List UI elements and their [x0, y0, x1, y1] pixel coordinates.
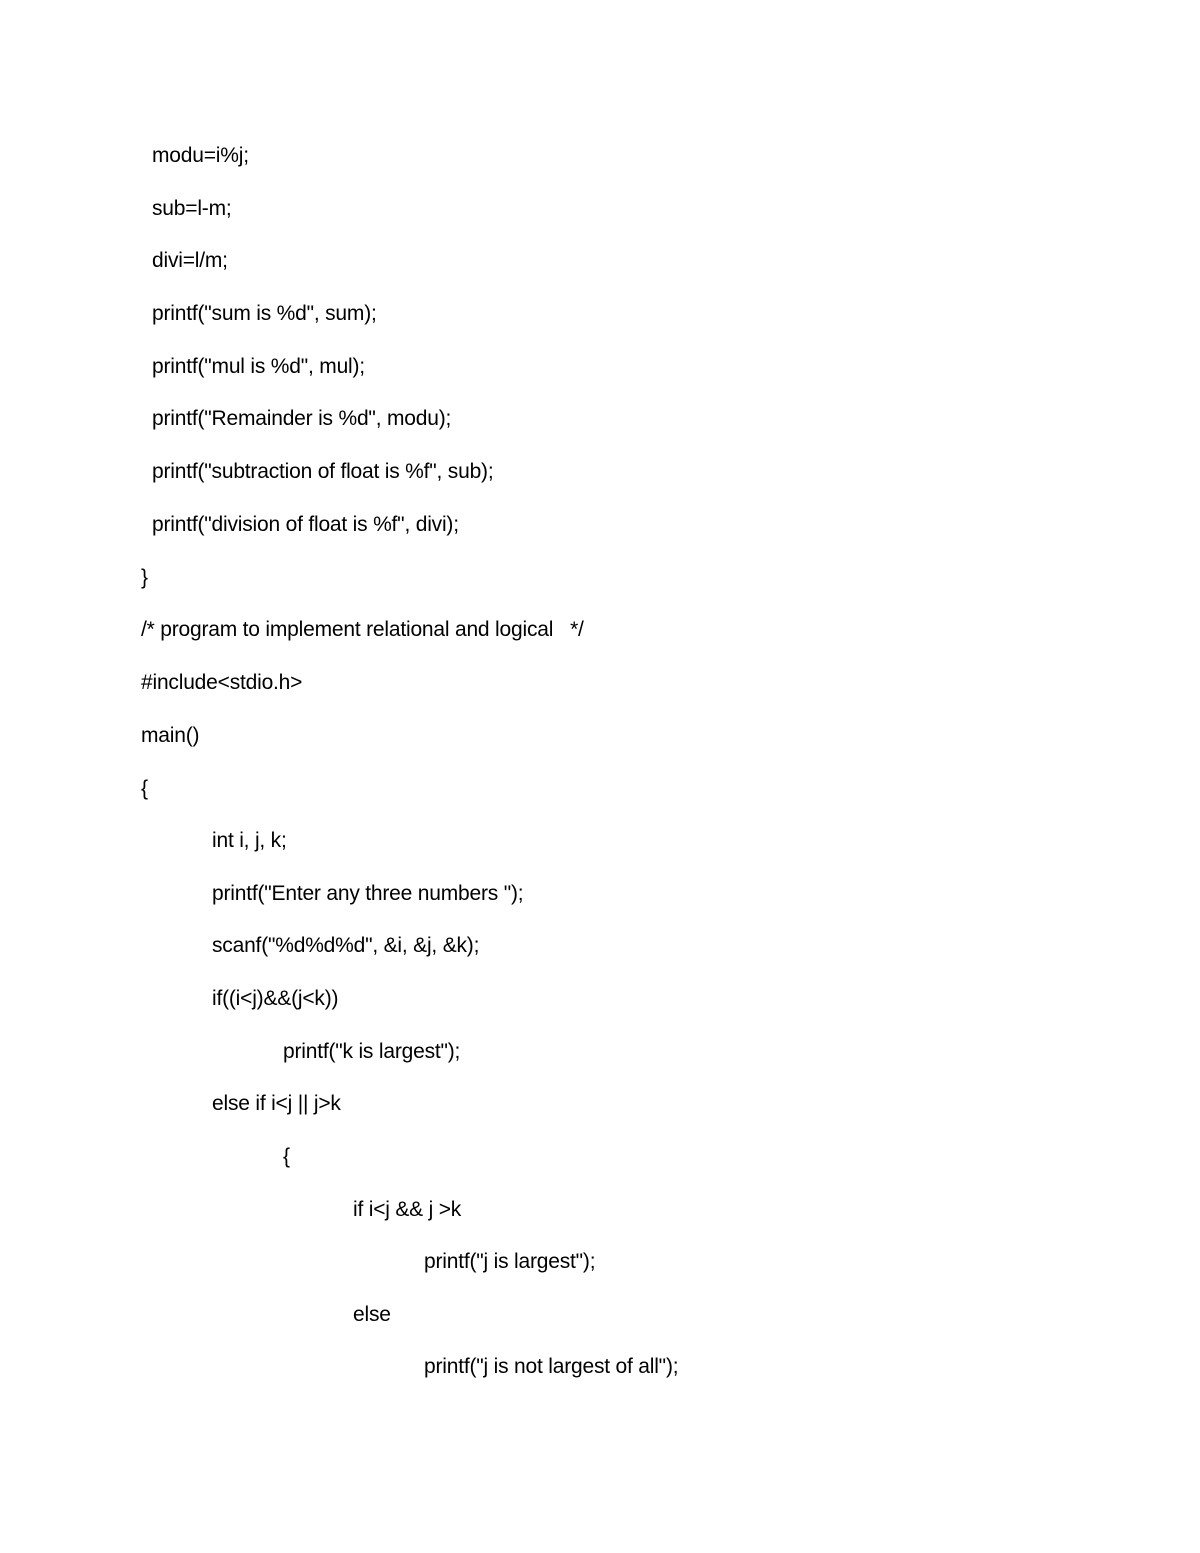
code-line-else-if: else if i<j || j>k	[212, 1092, 341, 1115]
code-line-printf-k-largest: printf("k is largest");	[283, 1040, 461, 1063]
code-line-printf-enter: printf("Enter any three numbers ");	[212, 882, 524, 905]
code-line-sub: sub=l-m;	[152, 197, 232, 220]
code-line-main: main()	[141, 724, 200, 747]
code-line-inner-open-brace: {	[283, 1145, 290, 1168]
code-line-printf-sum: printf("sum is %d", sum);	[152, 302, 377, 325]
code-line-divi: divi=l/m;	[152, 249, 228, 272]
code-line-open-brace: {	[141, 777, 148, 800]
code-line-printf-division: printf("division of float is %f", divi);	[152, 513, 459, 536]
code-line-int-decl: int i, j, k;	[212, 829, 287, 852]
code-line-scanf: scanf("%d%d%d", &i, &j, &k);	[212, 934, 480, 957]
code-line-printf-mul: printf("mul is %d", mul);	[152, 355, 365, 378]
code-line-modu: modu=i%j;	[152, 144, 249, 167]
code-line-printf-remainder: printf("Remainder is %d", modu);	[152, 407, 452, 430]
code-line-comment: /* program to implement relational and logical */	[141, 618, 584, 641]
code-line-if-condition: if((i<j)&&(j<k))	[212, 987, 339, 1010]
code-line-printf-j-not-largest: printf("j is not largest of all");	[424, 1355, 679, 1378]
code-line-inner-else: else	[353, 1303, 391, 1326]
code-line-include: #include<stdio.h>	[141, 671, 303, 694]
code-line-inner-if: if i<j && j >k	[353, 1198, 462, 1221]
code-line-printf-subtraction: printf("subtraction of float is %f", sub);	[152, 460, 494, 483]
code-line-printf-j-largest: printf("j is largest");	[424, 1250, 596, 1273]
code-line-close-brace: }	[141, 566, 148, 589]
